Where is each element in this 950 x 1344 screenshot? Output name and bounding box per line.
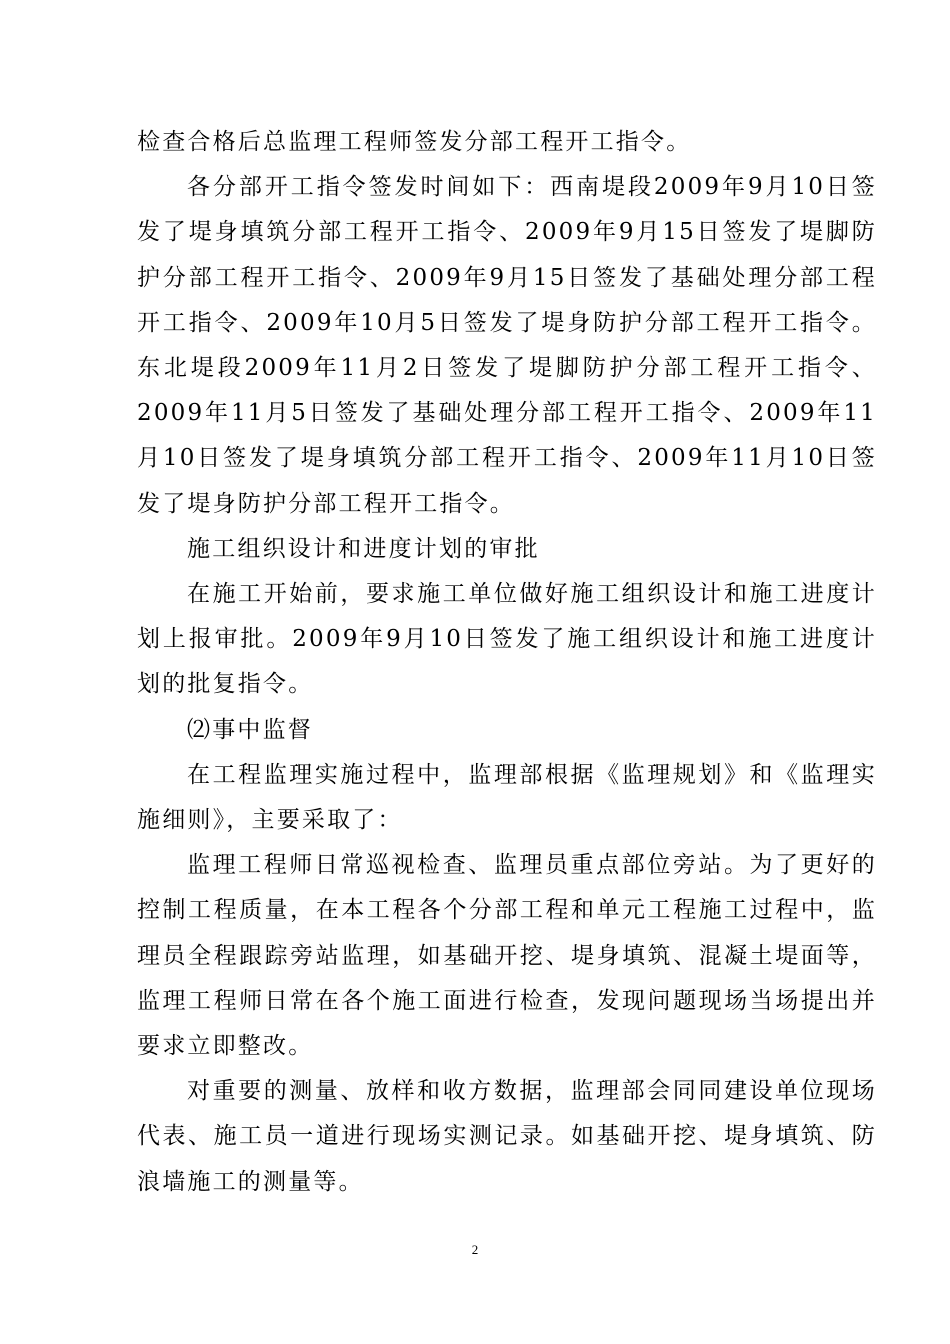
paragraph-5: ⑵事中监督 xyxy=(187,716,313,743)
body-text xyxy=(137,120,877,1205)
paragraph-4: 在施工开始前，要求施工单位做好施工组织设计和施工进度计划上报审批。2009年9月10日签发了施工组织设计和施工进度计划的批复指令。 xyxy=(137,581,877,698)
paragraph-8: 对重要的测量、放样和收方数据，监理部会同同建设单位现场代表、施工员一道进行现场实测记录。如基础开挖、堤身填筑、防浪墙施工的测量等。 xyxy=(137,1078,877,1195)
paragraph-2: 各分部开工指令签发时间如下：西南堤段2009年9月10日签发了堤身填筑分部工程开工指令、2009年9月15日签发了堤脚防护分部工程开工指令、2009年9月15日签发了基础处理分部工程开工指令、2009年10月5日签发了堤身防护分部工程开工指令。东北堤段2009年11月2日签发了堤脚防护分部工程开工指令、2009年11月5日签发了基础处理分部工程开工指令、2009年11月10日签发了堤身填筑分部工程开工指令、2009年11月10日签发了堤身防护分部工程开工指令。 xyxy=(137,174,877,517)
paragraph-1: 检查合格后总监理工程师签发分部工程开工指令。 xyxy=(137,129,692,155)
page-number: 2 xyxy=(471,1242,479,1257)
paragraph-3: 施工组织设计和进度计划的审批 xyxy=(187,535,540,562)
paragraph-6: 在工程监理实施过程中，监理部根据《监理规划》和《监理实施细则》，主要采取了： xyxy=(137,761,877,834)
paragraph-7: 监理工程师日常巡视检查、监理员重点部位旁站。为了更好的控制工程质量，在本工程各个分部工程和单元工程施工过程中，监理员全程跟踪旁站监理，如基础开挖、堤身填筑、混凝土堤面等，监理工程师日常在各个施工面进行检查，发现问题现场当场提出并要求立即整改。 xyxy=(137,852,877,1060)
